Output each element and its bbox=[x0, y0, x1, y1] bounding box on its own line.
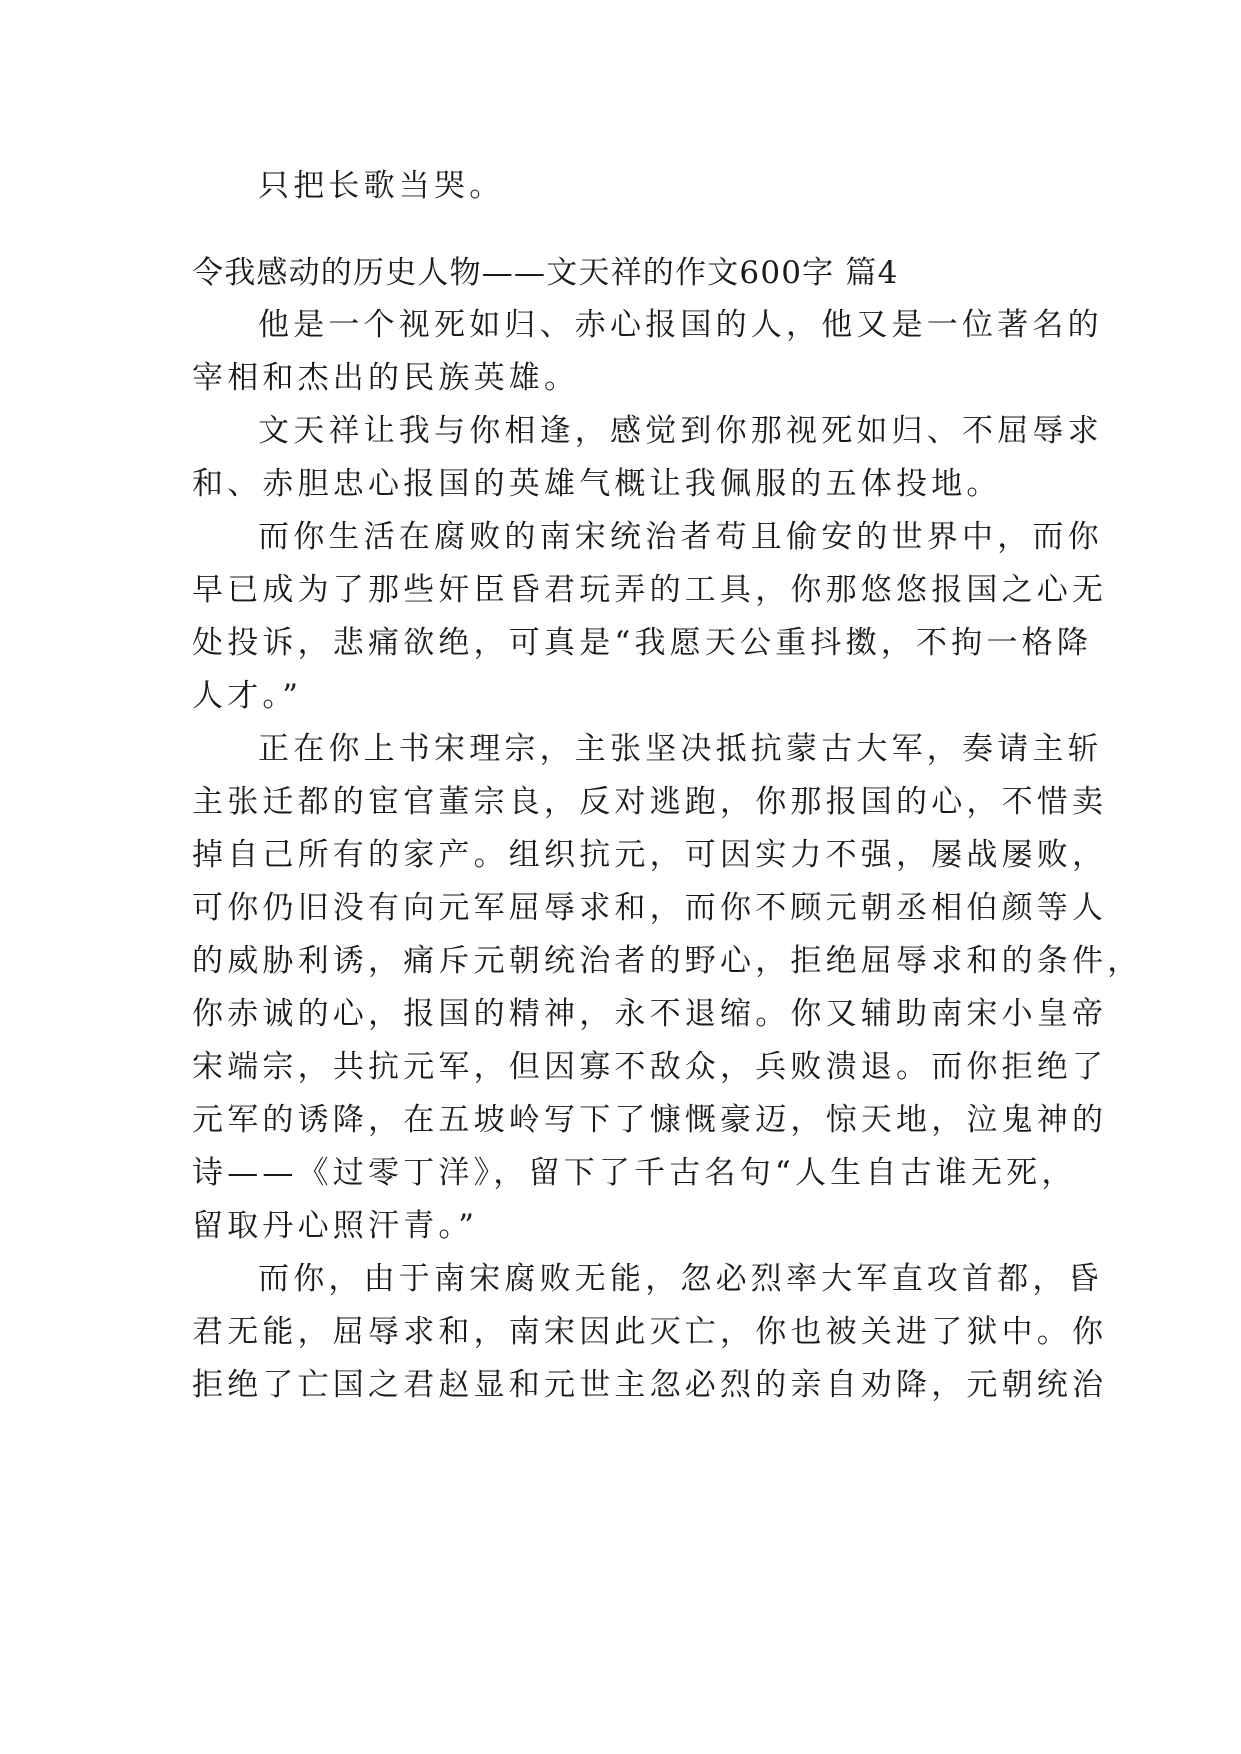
paragraph-line: 正在你上书宋理宗，主张坚决抵抗蒙古大军，奏请主斩 bbox=[258, 731, 1103, 767]
paragraph-line: 人才。” bbox=[192, 678, 303, 714]
paragraph-line: 和、赤胆忠心报国的英雄气概让我佩服的五体投地。 bbox=[192, 466, 1002, 502]
paragraph-line: 的威胁利诱，痛斥元朝统治者的野心，拒绝屈辱求和的条件， bbox=[192, 943, 1143, 979]
paragraph-line: 掉自己所有的家产。组织抗元，可因实力不强，屡战屡败， bbox=[192, 837, 1108, 873]
paragraph-line: 宋端宗，共抗元军，但因寡不敌众，兵败溃退。而你拒绝了 bbox=[192, 1049, 1108, 1085]
paragraph-line: 主张迁都的宦官董宗良，反对逃跑，你那报国的心，不惜卖 bbox=[192, 784, 1108, 820]
paragraph-line: 只把长歌当哭。 bbox=[258, 168, 505, 204]
paragraph-line: 早已成为了那些奸臣昏君玩弄的工具，你那悠悠报国之心无 bbox=[192, 572, 1108, 608]
paragraph-line: 元军的诱降，在五坡岭写下了慷慨豪迈，惊天地，泣鬼神的 bbox=[192, 1102, 1108, 1138]
paragraph-line: 而你，由于南宋腐败无能，忽必烈率大军直攻首都，昏 bbox=[258, 1261, 1103, 1297]
paragraph-line: 处投诉，悲痛欲绝，可真是“我愿天公重抖擞，不拘一格降 bbox=[192, 625, 1093, 661]
paragraph-line: 而你生活在腐败的南宋统治者苟且偷安的世界中，而你 bbox=[258, 519, 1103, 555]
section-heading: 令我感动的历史人物——文天祥的作文600字 篇4 bbox=[192, 255, 899, 291]
paragraph-line: 可你仍旧没有向元军屈辱求和，而你不顾元朝丞相伯颜等人 bbox=[192, 890, 1108, 926]
paragraph-line: 诗——《过零丁洋》，留下了千古名句“人生自古谁无死， bbox=[192, 1155, 1077, 1191]
paragraph-line: 你赤诚的心，报国的精神，永不退缩。你又辅助南宋小皇帝 bbox=[192, 996, 1108, 1032]
paragraph-line: 留取丹心照汗青。” bbox=[192, 1208, 479, 1244]
paragraph-line: 他是一个视死如归、赤心报国的人，他又是一位著名的 bbox=[258, 307, 1103, 343]
paragraph-line: 君无能，屈辱求和，南宋因此灭亡，你也被关进了狱中。你 bbox=[192, 1314, 1108, 1350]
paragraph-line: 宰相和杰出的民族英雄。 bbox=[192, 360, 580, 396]
paragraph-line: 拒绝了亡国之君赵显和元世主忽必烈的亲自劝降，元朝统治 bbox=[192, 1367, 1108, 1403]
paragraph-line: 文天祥让我与你相逢，感觉到你那视死如归、不屈辱求 bbox=[258, 413, 1103, 449]
